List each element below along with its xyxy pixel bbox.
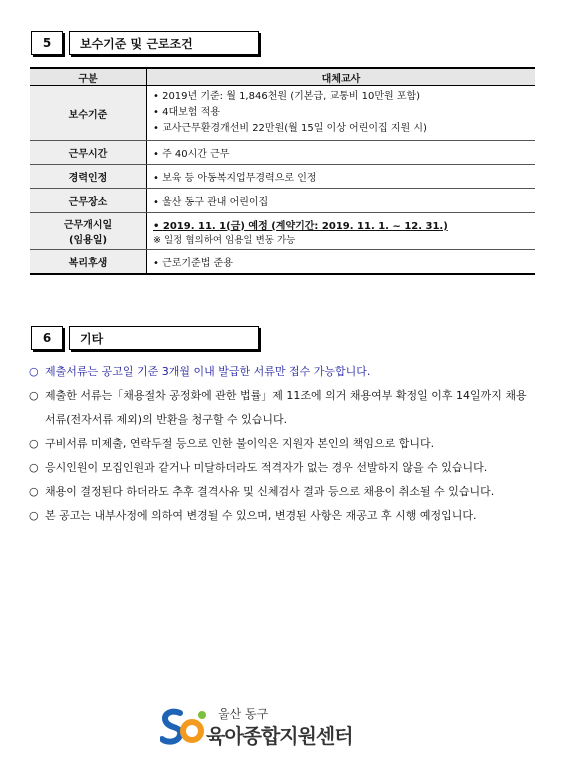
column-header-category: 구분: [30, 68, 147, 86]
row-label-line: 근무개시일: [63, 220, 113, 231]
table-row: [30, 165, 535, 189]
center-logo: [160, 703, 390, 751]
list-item: • 교사근무환경개선비 22만원(월 15일 이상 어린이집 지원 시): [153, 121, 529, 137]
start-date-note: ※ 일정 협의하여 임용일 변동 가능: [153, 234, 296, 246]
section-5-header: [31, 31, 259, 55]
table-row: [30, 213, 535, 250]
table-row: [30, 141, 535, 165]
circle-bullet-icon: ○: [29, 389, 39, 402]
notes-list: [29, 360, 534, 528]
list-item: ○ 응시인원이 모집인원과 같거나 미달하더라도 적격자가 없는 경우 선발하지 않을 수 있습니다.: [29, 456, 534, 480]
list-item: ○ 본 공고는 내부사정에 의하여 변경될 수 있으며, 변경된 사항은 재공고 후 시행 예정입니다.: [29, 504, 534, 528]
list-item: • 울산 동구 관내 어린이집: [153, 193, 529, 208]
row-label: 경력인정: [30, 165, 147, 189]
row-value: [147, 165, 536, 189]
section-title: 기타: [69, 326, 259, 350]
row-label: 보수기준: [30, 86, 147, 141]
list-item: • 근로기준법 준용: [153, 254, 529, 269]
circle-bullet-icon: ○: [29, 437, 39, 450]
list-item: ○ 채용이 결정된다 하더라도 추후 결격사유 및 신체검사 결과 등으로 채용이 취소될 수 있습니다.: [29, 480, 534, 504]
column-header-substitute-teacher: 대체교사: [147, 68, 536, 86]
logo-line-2: 육아종합지원센터: [206, 724, 353, 748]
list-item: • 4대보험 적용: [153, 105, 529, 121]
row-value: [147, 213, 536, 250]
row-label: 근무장소: [30, 189, 147, 213]
section-6-header: [31, 326, 259, 350]
conditions-table: [30, 67, 535, 275]
list-item: • 2019년 기준: 월 1,846천원 (기본급, 교통비 10만원 포함): [153, 89, 529, 105]
section-number: 6: [31, 326, 63, 350]
row-value: [147, 141, 536, 165]
start-date: • 2019. 11. 1(금) 예정 (계약기간: 2019. 11. 1. ~ 12. 31.): [153, 217, 529, 232]
row-label: 복리후생: [30, 250, 147, 274]
list-item: • 주 40시간 근무: [153, 145, 529, 160]
list-item: ○ 제출서류는 공고일 기준 3개월 이내 발급한 서류만 접수 가능합니다.: [29, 360, 534, 384]
section-title: 보수기준 및 근로조건: [69, 31, 259, 55]
table-row: [30, 250, 535, 274]
table-row: [30, 189, 535, 213]
list-item: • 보육 등 아동복지업무경력으로 인정: [153, 169, 529, 184]
row-value: [147, 189, 536, 213]
row-label: 근무시간: [30, 141, 147, 165]
table-header-row: [30, 68, 535, 86]
circle-bullet-icon: ○: [29, 365, 39, 378]
circle-bullet-icon: ○: [29, 509, 39, 522]
row-value: [147, 250, 536, 274]
table-row: [30, 86, 535, 141]
row-label: [30, 213, 147, 250]
row-value: [147, 86, 536, 141]
list-item: ○ 제출한 서류는「채용절차 공정화에 관한 법률」제 11조에 의거 채용여부 확정일 이후 14일까지 채용서류(전자서류 제외)의 반환을 청구할 수 있습니다.: [29, 384, 534, 432]
logo-line-1: 울산 동구: [218, 707, 269, 721]
circle-bullet-icon: ○: [29, 461, 39, 474]
list-item: ○ 구비서류 미제출, 연락두절 등으로 인한 불이익은 지원자 본인의 책임으로 합니다.: [29, 432, 534, 456]
section-number: 5: [31, 31, 63, 55]
row-label-line: (임용일): [68, 235, 108, 246]
logo-mark-icon: [160, 705, 208, 749]
circle-bullet-icon: ○: [29, 485, 39, 498]
